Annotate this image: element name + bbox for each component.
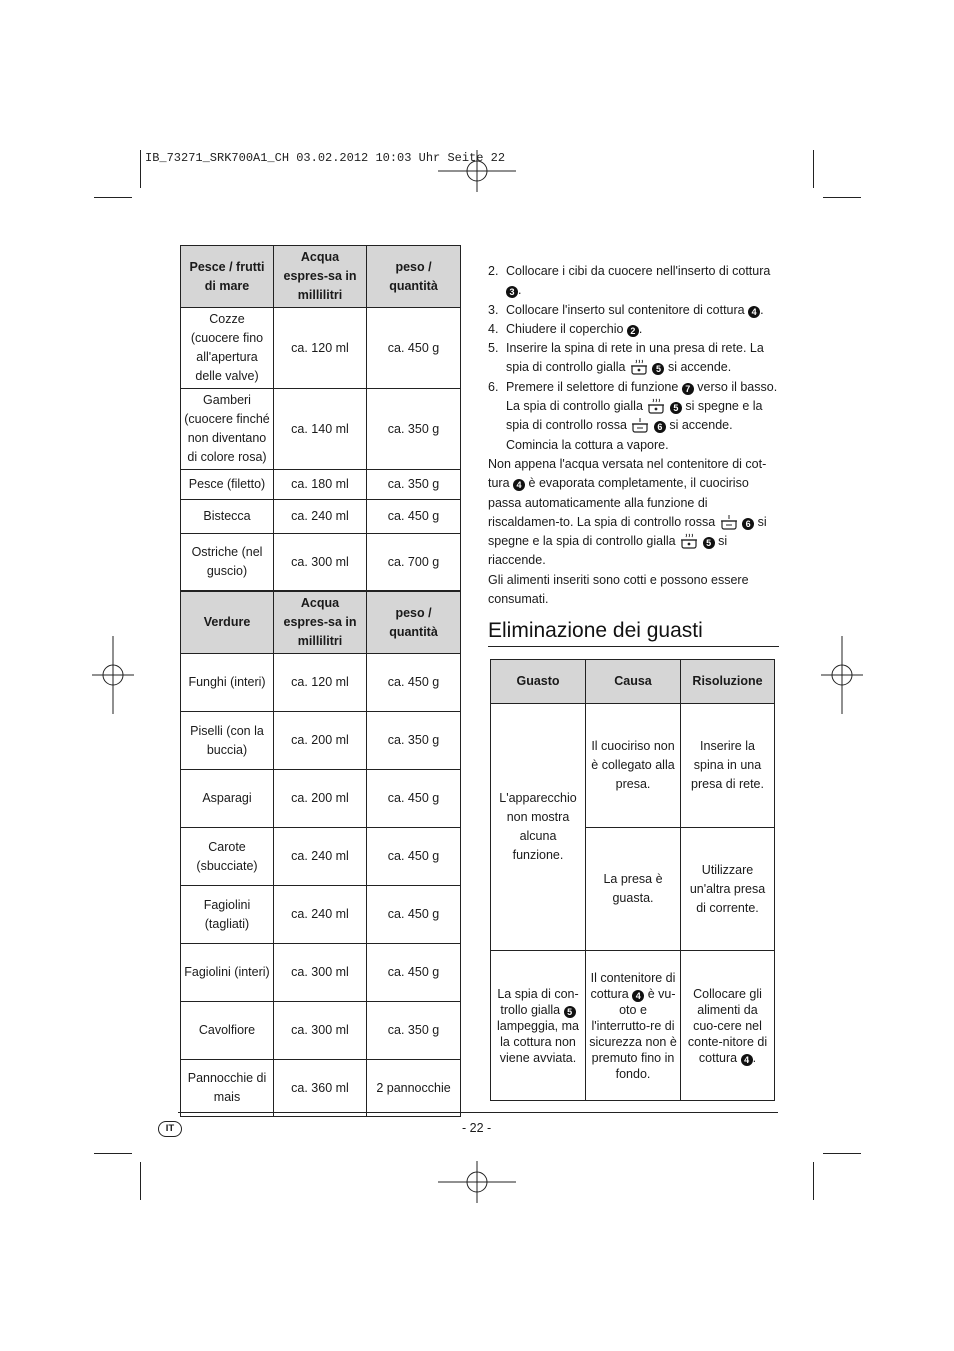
weight-cell: 2 pannocchie	[367, 1060, 461, 1117]
step-number: 4.	[488, 321, 499, 336]
ref-number-icon: 2	[627, 325, 639, 337]
cell-text: La spia di con-trollo gialla	[497, 986, 579, 1017]
weight-cell: ca. 450 g	[367, 886, 461, 944]
water-cell: ca. 360 ml	[274, 1060, 367, 1117]
weight-cell: ca. 450 g	[367, 828, 461, 886]
footer-divider	[178, 1112, 778, 1113]
water-cell: ca. 120 ml	[274, 654, 367, 712]
table-row	[181, 944, 461, 1002]
paragraph-text: si spegne e la spia di controllo gialla	[488, 514, 767, 549]
water-cell: ca. 300 ml	[274, 944, 367, 1002]
paragraph-text: si riaccende.	[488, 534, 728, 568]
fish-col-header: Pesce / frutti di mare	[181, 246, 274, 308]
food-cell: Ostriche (nel guscio)	[181, 534, 274, 591]
list-item	[488, 301, 780, 320]
water-cell: ca. 300 ml	[274, 534, 367, 591]
weight-cell: ca. 350 g	[367, 712, 461, 770]
steam-cooker-icon	[630, 417, 650, 433]
food-cell: Piselli (con la buccia)	[181, 712, 274, 770]
solution-cell: Inserire la spina in una presa di rete.	[681, 704, 775, 828]
registration-mark-bottom	[438, 1161, 516, 1203]
table-row	[181, 308, 461, 389]
step-number: 3.	[488, 302, 499, 317]
table-row	[181, 1060, 461, 1117]
print-header-stamp: IB_73271_SRK700A1_CH 03.02.2012 10:03 Uhr Seite 22	[145, 151, 506, 165]
water-cell: ca. 120 ml	[274, 308, 367, 389]
table-row	[181, 828, 461, 886]
food-cell: Pesce (filetto)	[181, 470, 274, 500]
step-text: si spegne e la spia di controllo rossa	[506, 399, 763, 433]
food-cell: Cozze (cuocere fino all'apertura delle valve)	[181, 308, 274, 389]
food-cell: Fagiolini (interi)	[181, 944, 274, 1002]
ref-number-icon: 4	[741, 1054, 753, 1066]
solution-cell: Utilizzare un'altra presa di corrente.	[681, 828, 775, 951]
table-row	[181, 1002, 461, 1060]
fault-col-header: Guasto	[491, 660, 586, 704]
ref-number-icon: 7	[682, 383, 694, 395]
water-cell: ca. 300 ml	[274, 1002, 367, 1060]
weight-cell: ca. 450 g	[367, 944, 461, 1002]
ref-number-icon: 6	[742, 518, 754, 530]
food-cell: Asparagi	[181, 770, 274, 828]
list-item	[488, 339, 780, 378]
warm-cooker-icon	[629, 359, 649, 375]
table-row	[181, 534, 461, 591]
water-cell: ca. 240 ml	[274, 886, 367, 944]
table-row	[181, 886, 461, 944]
water-cell: ca. 200 ml	[274, 712, 367, 770]
table-row	[181, 712, 461, 770]
ref-number-icon: 5	[652, 363, 664, 375]
food-cell: Carote (sbucciate)	[181, 828, 274, 886]
ref-number-icon: 3	[506, 286, 518, 298]
solution-cell	[681, 951, 775, 1101]
solution-col-header: Risoluzione	[681, 660, 775, 704]
table-row	[181, 654, 461, 712]
cell-text: Il contenitore di cottura	[590, 970, 676, 1001]
weight-cell: ca. 450 g	[367, 654, 461, 712]
cell-text: è vu-oto e l'interrutto-re di sicurezza non è premuto fino in fondo.	[589, 986, 677, 1081]
weight-cell: ca. 450 g	[367, 770, 461, 828]
vegetable-col-header: Verdure	[181, 592, 274, 654]
table-row	[181, 770, 461, 828]
water-cell: ca. 240 ml	[274, 828, 367, 886]
step-text: si accende.	[667, 360, 732, 375]
ref-number-icon: 5	[670, 402, 682, 414]
weight-cell: ca. 350 g	[367, 389, 461, 470]
water-cell: ca. 240 ml	[274, 500, 367, 534]
cell-text: .	[752, 1050, 757, 1065]
ref-number-icon: 4	[513, 479, 525, 491]
cell-text: Collocare gli alimenti da cuo-cere nel conte-nitore di cottura	[687, 986, 768, 1065]
vegetable-table	[180, 591, 461, 1117]
fault-cell: L'apparecchio non mostra alcuna funzione.	[491, 704, 586, 951]
food-cell: Fagiolini (tagliati)	[181, 886, 274, 944]
water-cell: ca. 200 ml	[274, 770, 367, 828]
food-cell: Pannocchie di mais	[181, 1060, 274, 1117]
cell-text: lampeggia, ma la cottura non viene avviata.	[497, 1018, 579, 1065]
food-cell: Gamberi (cuocere finché non diventano di colore rosa)	[181, 389, 274, 470]
step-number: 6.	[488, 379, 499, 394]
weight-cell: ca. 350 g	[367, 470, 461, 500]
step-text: Inserire la spina di rete in una presa di rete. La spia di controllo gialla	[506, 341, 764, 375]
ref-number-icon: 4	[632, 990, 644, 1002]
water-cell: ca. 180 ml	[274, 470, 367, 500]
step-text: Chiudere il coperchio	[506, 321, 624, 336]
fault-cell	[491, 951, 586, 1101]
cause-cell	[586, 951, 681, 1101]
step-text: Collocare l'inserto sul contenitore di cottura	[506, 302, 745, 317]
step-number: 5.	[488, 341, 499, 356]
water-cell: ca. 140 ml	[274, 389, 367, 470]
step-text: Collocare i cibi da cuocere nell'inserto di cottura	[506, 264, 771, 278]
food-cell: Funghi (interi)	[181, 654, 274, 712]
cause-cell: La presa è guasta.	[586, 828, 681, 951]
section-title: Eliminazione dei guasti	[488, 619, 703, 642]
water-col-header: Acqua espres-sa in millilitri	[274, 246, 367, 308]
weight-cell: ca. 450 g	[367, 308, 461, 389]
cause-cell: Il cuociriso non è collegato alla presa.	[586, 704, 681, 828]
table-row	[491, 951, 775, 1101]
step-text: si accende. Comincia la cottura a vapore.	[506, 418, 733, 452]
weight-cell: ca. 700 g	[367, 534, 461, 591]
weight-col-header: peso / quantità	[367, 246, 461, 308]
table-row	[181, 470, 461, 500]
step-text: verso il basso. La spia di controllo gialla	[506, 379, 778, 414]
ref-number-icon: 6	[654, 421, 666, 433]
cause-col-header: Causa	[586, 660, 681, 704]
weight-cell: ca. 450 g	[367, 500, 461, 534]
steam-cooker-icon	[719, 514, 739, 530]
step-text: .	[518, 283, 522, 298]
description-paragraph	[488, 455, 780, 609]
registration-mark-left	[92, 636, 134, 714]
paragraph-text: è evaporata completamente, il cuociriso passa automaticamente alla funzione di riscaldamen-to. La spia di controllo rossa	[488, 476, 749, 529]
paragraph-text: Non appena l'acqua versata nel contenitore di cot-tura	[488, 457, 767, 491]
list-item	[488, 378, 780, 455]
weight-cell: ca. 350 g	[367, 1002, 461, 1060]
fish-table	[180, 245, 461, 591]
list-item	[488, 320, 780, 339]
warm-cooker-icon	[679, 533, 699, 549]
list-item	[488, 262, 780, 301]
table-row	[181, 500, 461, 534]
food-cell: Cavolfiore	[181, 1002, 274, 1060]
table-row	[491, 704, 775, 828]
step-text: Premere il selettore di funzione	[506, 379, 679, 394]
step-text: .	[760, 302, 764, 317]
step-number: 2.	[488, 264, 499, 278]
ref-number-icon: 5	[703, 537, 715, 549]
table-row	[181, 389, 461, 470]
language-badge: IT	[158, 1121, 182, 1137]
section-divider	[488, 646, 779, 647]
weight-col-header: peso / quantità	[367, 592, 461, 654]
ref-number-icon: 5	[564, 1006, 576, 1018]
step-text: .	[638, 321, 643, 336]
paragraph-text: Gli alimenti inseriti sono cotti e possono essere consumati.	[488, 572, 749, 607]
registration-mark-right	[821, 636, 863, 714]
ref-number-icon: 4	[748, 306, 760, 318]
page-number: - 22 -	[462, 1121, 492, 1135]
water-col-header: Acqua espres-sa in millilitri	[274, 592, 367, 654]
instruction-steps	[488, 262, 780, 455]
troubleshooting-table	[490, 659, 775, 1101]
registration-mark-top	[438, 150, 516, 192]
warm-cooker-icon	[646, 398, 666, 414]
food-cell: Bistecca	[181, 500, 274, 534]
